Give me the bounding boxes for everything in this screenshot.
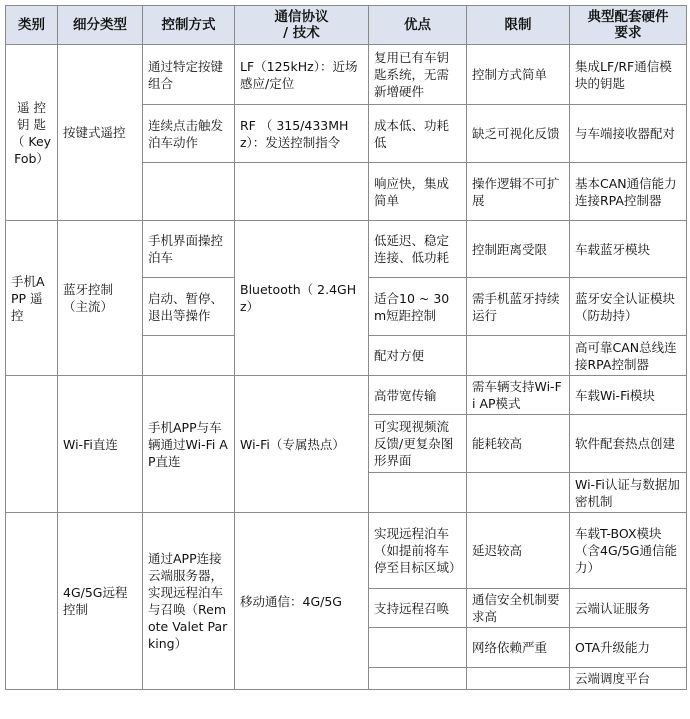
pros-cell xyxy=(369,628,467,668)
control-cell xyxy=(143,163,235,221)
protocol-cell: Wi-Fi（专属热点） xyxy=(235,376,369,513)
limits-cell xyxy=(467,668,570,690)
category-cell: 手机APP 遥控 xyxy=(6,221,58,376)
limits-cell: 操作逻辑不可扩展 xyxy=(467,163,570,221)
hardware-cell: 软件配套热点创建 xyxy=(570,415,687,473)
header-pros: 优点 xyxy=(369,6,467,45)
hardware-cell: 基本CAN通信能力连接RPA控制器 xyxy=(570,163,687,221)
hardware-cell: OTA升级能力 xyxy=(570,628,687,668)
pros-cell: 支持远程召唤 xyxy=(369,589,467,628)
control-cell: 手机界面操控泊车 xyxy=(143,221,235,278)
limits-cell: 控制距离受限 xyxy=(467,221,570,278)
control-cell: 启动、暂停、退出等操作 xyxy=(143,278,235,336)
control-cell: 通过APP连接云端服务器，实现远程泊车与召唤（Remote Valet Parking） xyxy=(143,513,235,690)
pros-cell: 响应快，集成简单 xyxy=(369,163,467,221)
pros-cell xyxy=(369,473,467,513)
limits-cell: 网络依赖严重 xyxy=(467,628,570,668)
subtype-cell: Wi-Fi直连 xyxy=(58,376,143,513)
header-limits: 限制 xyxy=(467,6,570,45)
protocol-cell xyxy=(235,163,369,221)
limits-cell xyxy=(467,336,570,376)
limits-cell: 延迟较高 xyxy=(467,513,570,589)
control-cell: 连续点击触发泊车动作 xyxy=(143,105,235,163)
category-cell: 遥 控 钥 匙 （ Key Fob） xyxy=(6,45,58,221)
hardware-cell: 车载T-BOX模块（含4G/5G通信能力） xyxy=(570,513,687,589)
control-cell xyxy=(143,336,235,376)
pros-cell xyxy=(369,668,467,690)
table-row xyxy=(6,376,687,415)
protocol-cell: 移动通信：4G/5G xyxy=(235,513,369,690)
pros-cell: 配对方便 xyxy=(369,336,467,376)
limits-cell: 控制方式简单 xyxy=(467,45,570,105)
subtype-cell: 按键式遥控 xyxy=(58,45,143,221)
comparison-table xyxy=(5,5,687,690)
hardware-cell: 云端调度平台 xyxy=(570,668,687,690)
limits-cell xyxy=(467,473,570,513)
pros-cell: 适合10 ~ 30m短距控制 xyxy=(369,278,467,336)
header-protocol: 通信协议 / 技术 xyxy=(235,6,369,45)
category-cell xyxy=(6,513,58,690)
protocol-cell: Bluetooth（ 2.4GHz） xyxy=(235,221,369,376)
header-subtype: 细分类型 xyxy=(58,6,143,45)
limits-cell: 缺乏可视化反馈 xyxy=(467,105,570,163)
header-category: 类别 xyxy=(6,6,58,45)
header-row xyxy=(6,6,687,45)
pros-cell: 低延迟、稳定连接、低功耗 xyxy=(369,221,467,278)
table-row xyxy=(6,45,687,105)
table-row xyxy=(6,513,687,589)
control-cell: 手机APP与车辆通过Wi-Fi AP直连 xyxy=(143,376,235,513)
table-row xyxy=(6,221,687,278)
limits-cell: 通信安全机制要求高 xyxy=(467,589,570,628)
hardware-cell: 与车端接收器配对 xyxy=(570,105,687,163)
pros-cell: 成本低、功耗低 xyxy=(369,105,467,163)
subtype-cell: 4G/5G远程控制 xyxy=(58,513,143,690)
limits-cell: 需手机蓝牙持续运行 xyxy=(467,278,570,336)
category-cell xyxy=(6,376,58,513)
hardware-cell: 蓝牙安全认证模块（防劫持） xyxy=(570,278,687,336)
pros-cell: 实现远程泊车（如提前将车停至目标区域） xyxy=(369,513,467,589)
pros-cell: 可实现视频流反馈/更复杂图形界面 xyxy=(369,415,467,473)
pros-cell: 高带宽传输 xyxy=(369,376,467,415)
limits-cell: 能耗较高 xyxy=(467,415,570,473)
hardware-cell: 集成LF/RF通信模块的钥匙 xyxy=(570,45,687,105)
protocol-cell: LF（125kHz）：近场感应/定位 xyxy=(235,45,369,105)
pros-cell: 复用已有车钥匙系统，无需新增硬件 xyxy=(369,45,467,105)
header-control: 控制方式 xyxy=(143,6,235,45)
hardware-cell: 云端认证服务 xyxy=(570,589,687,628)
limits-cell: 需车辆支持Wi-Fi AP模式 xyxy=(467,376,570,415)
hardware-cell: 车载蓝牙模块 xyxy=(570,221,687,278)
protocol-cell: RF （ 315/433MHz）：发送控制指令 xyxy=(235,105,369,163)
subtype-cell: 蓝牙控制（主流） xyxy=(58,221,143,376)
control-cell: 通过特定按键组合 xyxy=(143,45,235,105)
hardware-cell: Wi-Fi认证与数据加密机制 xyxy=(570,473,687,513)
hardware-cell: 车载Wi-Fi模块 xyxy=(570,376,687,415)
hardware-cell: 高可靠CAN总线连接RPA控制器 xyxy=(570,336,687,376)
header-hardware: 典型配套硬件 要求 xyxy=(570,6,687,45)
